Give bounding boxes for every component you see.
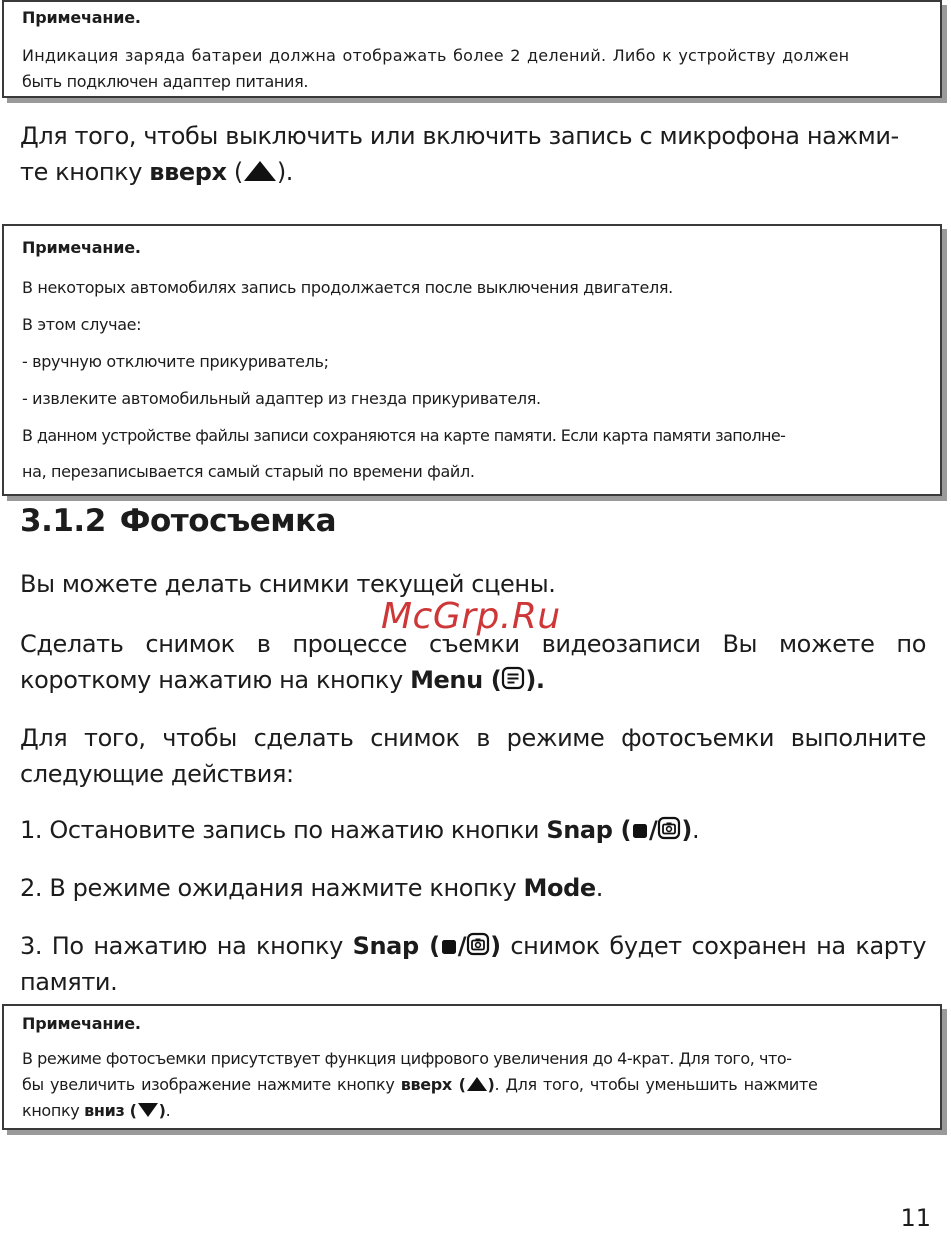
note-text-line: на, перезаписывается самый старый по времени файл.: [22, 462, 475, 481]
note-text-line: В этом случае:: [22, 315, 142, 334]
triangle-up-icon: [243, 160, 277, 182]
page-number: 11: [900, 1204, 931, 1232]
paragraph-snapshot-during-recording: [20, 626, 926, 698]
button-name-mode: Mode: [523, 874, 596, 902]
note-box-zoom: [2, 1004, 942, 1130]
paragraph-line: следующие действия:: [20, 760, 294, 788]
text: . Для того, чтобы уменьшить нажмите: [494, 1075, 818, 1094]
text: .: [165, 1101, 171, 1120]
note-title: Примечание.: [22, 1014, 141, 1033]
paragraph-line: Для того, чтобы сделать снимок в режиме фотосъемки выполните: [20, 724, 926, 752]
note-title: Примечание.: [22, 238, 141, 257]
text: 1. Остановите запись по нажатию кнопки: [20, 816, 547, 844]
section-title: Фотосъемка: [119, 503, 337, 539]
button-name-up: вверх (: [400, 1075, 466, 1094]
note-text-line: [22, 1101, 170, 1120]
text: /: [649, 816, 658, 844]
camera-icon: [657, 816, 681, 840]
note-text-line: В данном устройстве файлы записи сохраняются на карте памяти. Если карта памяти заполне-: [22, 426, 786, 445]
paragraph-line: Для того, чтобы выключить или включить запись с микрофона нажми-: [20, 122, 899, 150]
menu-icon: [501, 666, 525, 690]
note-text-line: быть подключен адаптер питания.: [22, 72, 309, 91]
note-text-line: В режиме фотосъемки присутствует функция цифрового увеличения до 4-крат. Для того, что-: [22, 1049, 792, 1068]
paragraph-intro: Вы можете делать снимки текущей сцены.: [20, 570, 556, 598]
button-name-up: вверх: [149, 158, 227, 186]
paragraph-line: Сделать снимок в процессе съемки видеозаписи Вы можете по: [20, 630, 926, 658]
button-name-snap: Snap (: [546, 816, 632, 844]
paragraph-line: [20, 928, 926, 964]
paragraph-line: памяти.: [20, 968, 118, 996]
triangle-down-icon: [137, 1102, 159, 1118]
step-2: [20, 870, 926, 906]
button-name-snap: Snap (: [352, 932, 440, 960]
note-title: Примечание.: [22, 8, 141, 27]
text: ): [487, 1075, 495, 1094]
text: ): [490, 932, 501, 960]
note-text-line: - вручную отключите прикуриватель;: [22, 352, 329, 371]
text: ).: [276, 158, 294, 186]
text: /: [457, 932, 467, 960]
paragraph-photo-mode: [20, 720, 926, 792]
text: снимок будет сохранен на карту: [500, 932, 926, 960]
text: .: [691, 816, 700, 844]
text: кнопку: [22, 1101, 85, 1120]
text: .: [595, 874, 603, 902]
text: ).: [525, 666, 545, 694]
triangle-up-icon: [466, 1076, 488, 1092]
step-3: [20, 928, 926, 1000]
text: ): [158, 1101, 166, 1120]
text: ): [681, 816, 692, 844]
text: 2. В режиме ожидания нажмите кнопку: [20, 874, 524, 902]
text: бы увеличить изображение нажмите кнопку: [22, 1075, 401, 1094]
stop-square-icon: [440, 936, 458, 956]
note-text-line: Индикация заряда батареи должна отображать более 2 делений. Либо к устройству должен: [22, 46, 850, 65]
text: те кнопку: [20, 158, 150, 186]
watermark: McGrp.Ru: [381, 596, 561, 637]
text: 3. По нажатию на кнопку: [20, 932, 353, 960]
button-name-down: вниз (: [84, 1101, 137, 1120]
paragraph-microphone: [20, 118, 926, 190]
note-text-line: [22, 1075, 817, 1094]
paragraph-line: [20, 662, 926, 698]
note-text-line: В некоторых автомобилях запись продолжается после выключения двигателя.: [22, 278, 673, 297]
note-box-battery: [2, 0, 942, 98]
step-1: [20, 812, 926, 848]
camera-icon: [466, 932, 490, 956]
text: (: [226, 158, 243, 186]
section-heading: [20, 503, 336, 539]
section-number: 3.1.2: [20, 503, 106, 539]
note-text-line: - извлеките автомобильный адаптер из гнезда прикуривателя.: [22, 389, 541, 408]
note-box-engine: [2, 224, 942, 496]
paragraph-line: [20, 154, 926, 190]
stop-square-icon: [631, 820, 649, 840]
text: короткому нажатию на кнопку: [20, 666, 411, 694]
button-name-menu: Menu (: [410, 666, 502, 694]
